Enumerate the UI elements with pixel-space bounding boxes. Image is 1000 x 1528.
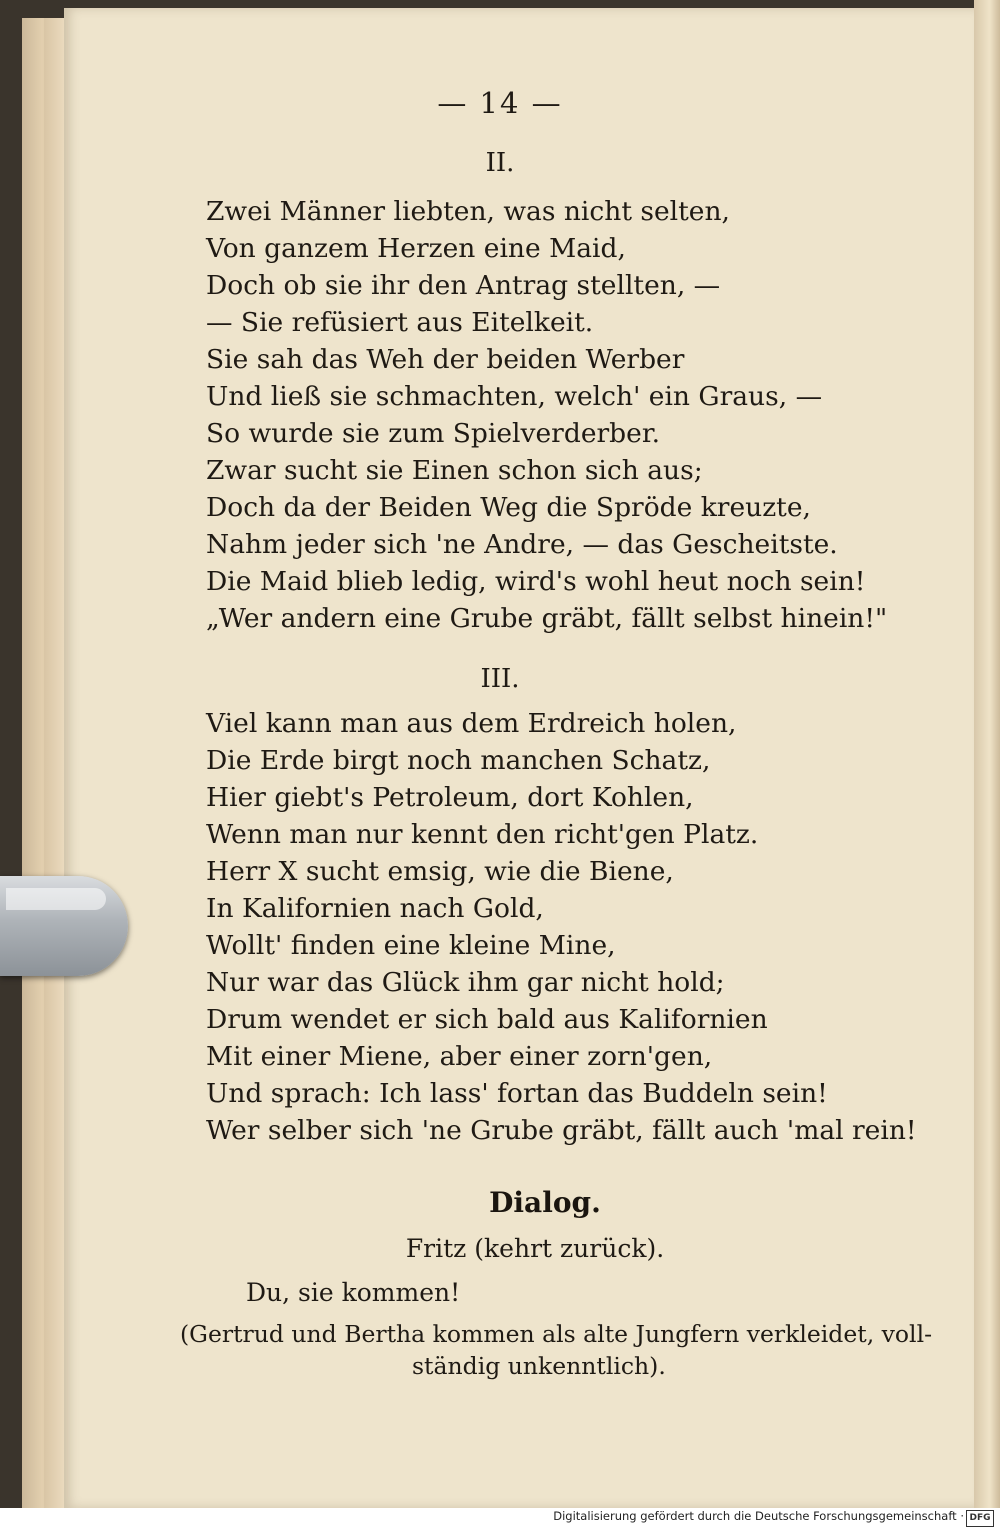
verse-line: Wer selber sich 'ne Grube gräbt, fällt auch 'mal rein! [206, 1115, 917, 1146]
verse-line: Doch da der Beiden Weg die Spröde kreuzte, [206, 492, 811, 523]
funding-credit: Digitalisierung gefördert durch die Deutsche Forschungsgemeinschaft · [553, 1509, 964, 1523]
verse-line: Mit einer Miene, aber einer zorn'gen, [206, 1041, 713, 1072]
section-heading-ii: II. [485, 148, 515, 178]
speaker-line: Fritz (kehrt zurück). [405, 1234, 665, 1263]
page-clip-highlight [6, 888, 106, 910]
page-number: — 14 — [437, 86, 563, 120]
stage-direction-line: ständig unkenntlich). [412, 1352, 666, 1380]
verse-line: Und ließ sie schmachten, welch' ein Graus, — [206, 381, 823, 412]
dfg-logo: DFG [966, 1510, 994, 1527]
verse-line: Wollt' finden eine kleine Mine, [206, 930, 616, 961]
verse-line: Nahm jeder sich 'ne Andre, — das Gescheitste. [206, 529, 838, 560]
verse-line: Von ganzem Herzen eine Maid, [206, 233, 626, 264]
verse-line: Doch ob sie ihr den Antrag stellten, — [206, 270, 721, 301]
dialog-title: Dialog. [489, 1186, 601, 1219]
verse-line: Viel kann man aus dem Erdreich holen, [206, 708, 737, 739]
verse-line: Nur war das Glück ihm gar nicht hold; [206, 967, 725, 998]
verse-line: So wurde sie zum Spielverderber. [206, 418, 660, 449]
page-edge [974, 0, 1000, 1508]
verse-line: Zwar sucht sie Einen schon sich aus; [206, 455, 703, 486]
verse-line: „Wer andern eine Grube gräbt, fällt selbst hinein!" [206, 603, 888, 634]
verse-line: Herr X sucht emsig, wie die Biene, [206, 856, 674, 887]
verse-line: Drum wendet er sich bald aus Kalifornien [206, 1004, 768, 1035]
verse-line: Und sprach: Ich lass' fortan das Buddeln sein! [206, 1078, 828, 1109]
verse-line: Die Maid blieb ledig, wird's wohl heut noch sein! [206, 566, 866, 597]
verse-line: Zwei Männer liebten, was nicht selten, [206, 196, 730, 227]
dialog-line: Du, sie kommen! [246, 1278, 461, 1307]
verse-line: Wenn man nur kennt den richt'gen Platz. [206, 819, 759, 850]
verse-line: Die Erde birgt noch manchen Schatz, [206, 745, 711, 776]
verse-line: — Sie refüsiert aus Eitelkeit. [206, 307, 594, 338]
book-gutter [44, 18, 66, 1508]
verse-line: In Kalifornien nach Gold, [206, 893, 544, 924]
section-heading-iii: III. [480, 664, 520, 694]
stage-direction-line: (Gertrud und Bertha kommen als alte Jungfern verkleidet, voll- [180, 1320, 933, 1348]
verse-line: Hier giebt's Petroleum, dort Kohlen, [206, 782, 694, 813]
verse-line: Sie sah das Weh der beiden Werber [206, 344, 685, 375]
